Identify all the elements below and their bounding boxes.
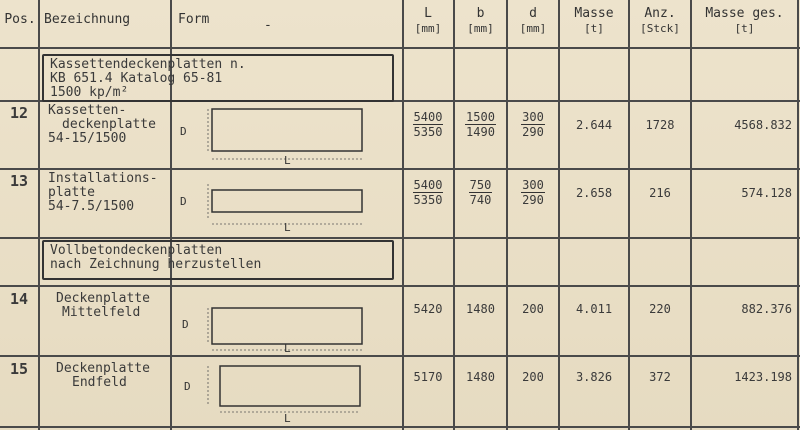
header-pos: Pos.: [4, 12, 36, 27]
header-L: [403, 6, 453, 36]
header-masse-ges-label: Masse ges.: [705, 6, 784, 21]
desc-line: platte: [48, 185, 95, 200]
header-d: [508, 6, 558, 36]
cell-b: [455, 178, 506, 207]
sketch-L-label: L: [284, 412, 291, 424]
cell-anz: 220: [649, 302, 671, 316]
plate-sketch: [172, 104, 400, 170]
section-box-kassettendecken: [42, 54, 394, 102]
b-lower: 1490: [466, 125, 495, 139]
header-d-label: d: [529, 6, 537, 21]
header-masse-ges: [692, 6, 797, 36]
L-lower: 5350: [413, 193, 443, 207]
cell-anz: 372: [649, 370, 671, 384]
cell-masse-ges: 4568.832: [734, 118, 792, 132]
desc-line: 54-7.5/1500: [48, 199, 135, 214]
desc-line: 54-15/1500: [48, 131, 127, 146]
cell-b: [455, 110, 506, 139]
cell-L: [403, 110, 453, 139]
header-d-unit: [mm]: [519, 22, 547, 35]
row-pos: 14: [10, 290, 29, 308]
cell-masse: 2.658: [575, 186, 613, 200]
row-description: [48, 172, 158, 214]
header-masse-ges-unit: [t]: [734, 22, 755, 35]
row-pos: 13: [10, 172, 29, 190]
L-lower: 5350: [413, 125, 443, 139]
header-form: Form: [178, 12, 210, 27]
cell-masse: 3.826: [575, 370, 613, 384]
cell-masse-ges: 574.128: [741, 186, 792, 200]
cell-masse: 2.644: [575, 118, 613, 132]
desc-line: Kassetten-: [48, 103, 127, 118]
section1-line2: KB 651.4 Katalog 65-81: [50, 71, 223, 86]
grid-line: [0, 47, 800, 49]
cell-anz: 1728: [645, 118, 675, 132]
header-masse-unit: [t]: [584, 22, 604, 35]
grid-line: [0, 237, 800, 239]
grid-line: [0, 168, 800, 170]
grid-line: [690, 0, 692, 430]
grid-line: [0, 285, 800, 287]
row-pos: 12: [10, 104, 29, 122]
row-description: [48, 362, 150, 390]
grid-line: [453, 0, 455, 430]
section1-line1: Kassettendeckenplatten n.: [50, 57, 246, 72]
row-description: [48, 292, 150, 320]
grid-line: [402, 0, 404, 430]
row-pos: 15: [10, 360, 29, 378]
desc-line: Deckenplatte: [56, 291, 150, 306]
sketch-d-label: D: [180, 125, 187, 138]
L-upper: 5400: [413, 178, 443, 192]
cell-b: 1480: [466, 370, 495, 384]
header-b: [455, 6, 506, 36]
cell-d: 200: [522, 370, 544, 384]
cell-d: [508, 110, 558, 139]
desc-line: Endfeld: [72, 375, 127, 390]
cell-masse-ges: 1423.198: [734, 370, 792, 384]
cell-b: 1480: [466, 302, 495, 316]
header-L-unit: [mm]: [414, 22, 442, 35]
desc-line: Deckenplatte: [56, 361, 150, 376]
cell-anz: 216: [649, 186, 671, 200]
plate-sketch: [172, 360, 400, 428]
sketch-L-label: L: [284, 221, 291, 234]
cell-masse-ges: 882.376: [741, 302, 792, 316]
section1-line3: 1500 kp/m²: [50, 85, 129, 100]
d-upper: 300: [522, 110, 544, 124]
row-description: [48, 104, 156, 146]
d-lower: 290: [522, 193, 544, 207]
grid-line: [628, 0, 630, 430]
sketch-d-label: D: [182, 318, 189, 331]
b-lower: 740: [469, 193, 492, 207]
b-upper: 750: [469, 178, 492, 192]
header-L-label: L: [424, 6, 432, 21]
L-upper: 5400: [413, 110, 443, 124]
header-b-label: b: [476, 6, 485, 21]
desc-line: deckenplatte: [62, 117, 156, 132]
cell-d: [508, 178, 558, 207]
b-upper: 1500: [466, 110, 495, 124]
header-b-unit: [mm]: [467, 22, 494, 35]
plate-sketch: [172, 290, 400, 358]
header-form-mark: -: [264, 18, 272, 33]
sketch-d-label: D: [180, 195, 187, 208]
section-box-vollbeton: [42, 240, 394, 280]
grid-line: [38, 0, 40, 430]
section2-line2: nach Zeichnung herzustellen: [50, 257, 262, 272]
desc-line: Installations-: [48, 171, 158, 186]
d-lower: 290: [522, 125, 544, 139]
header-anz: [630, 6, 690, 36]
header-masse: [560, 6, 628, 36]
d-upper: 300: [522, 178, 544, 192]
sketch-d-label: D: [184, 380, 191, 393]
cell-masse: 4.011: [575, 302, 613, 316]
desc-line: Mittelfeld: [62, 305, 141, 320]
section2-line1: Vollbetondeckenplatten: [50, 243, 223, 258]
header-masse-label: Masse: [574, 6, 614, 21]
cell-L: 5420: [413, 302, 443, 316]
grid-line: [558, 0, 560, 430]
header-bezeichnung: Bezeichnung: [44, 12, 131, 27]
cell-L: [403, 178, 453, 207]
grid-line: [0, 426, 800, 428]
sketch-L-label: L: [284, 154, 291, 166]
plate-sketch: [172, 174, 400, 238]
grid-line: [0, 355, 800, 357]
grid-line: [506, 0, 508, 430]
cell-L: 5170: [413, 370, 443, 384]
grid-line: [797, 0, 799, 430]
sketch-L-label: L: [284, 342, 291, 354]
header-anz-unit: [Stck]: [640, 22, 680, 35]
cell-d: 200: [522, 302, 544, 316]
header-anz-label: Anz.: [644, 6, 676, 21]
